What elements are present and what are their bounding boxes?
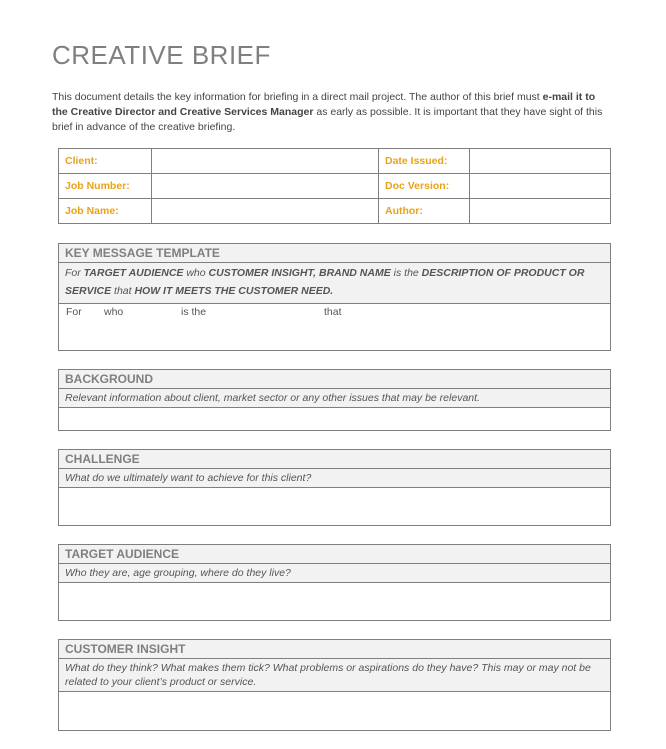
template-placeholder: CUSTOMER INSIGHT, BRAND NAME [208,267,391,279]
client-field[interactable] [152,149,379,174]
template-placeholder: HOW IT MEETS THE CUSTOMER NEED. [134,285,334,297]
background-heading: BACKGROUND [59,370,610,389]
key-word: For [66,306,82,318]
document-title: CREATIVE BRIEF [52,40,271,70]
key-word: who [104,306,124,318]
key-message-input[interactable] [59,304,610,346]
key-word: is the [181,306,207,318]
intro-text-2: as early as possible. It is important that they have sight of this brief in advance of the creative briefing. [52,106,603,133]
job-name-label: Job Name: [59,199,152,224]
intro-text-1: This document details the key information for briefing in a direct mail project. The author of this brief must [52,91,543,103]
template-placeholder: DESCRIPTION OF PRODUCT OR SERVICE [65,267,585,297]
doc-version-field[interactable] [470,174,611,199]
info-row [59,149,611,174]
target-audience-description: Who they are, age grouping, where do they live? [59,564,610,583]
job-number-field[interactable] [152,174,379,199]
info-row [59,199,611,224]
date-issued-field[interactable] [470,149,611,174]
customer-insight-heading: CUSTOMER INSIGHT [59,640,610,659]
key-message-section [58,243,611,351]
job-number-label: Job Number: [59,174,152,199]
template-text: who [183,267,209,279]
customer-insight-section [58,639,611,731]
project-info-table [58,148,611,224]
template-text: For [65,267,84,279]
background-input[interactable] [59,408,610,412]
target-audience-input[interactable] [59,583,610,587]
info-row [59,174,611,199]
background-section [58,369,611,431]
template-placeholder: TARGET AUDIENCE [83,267,184,279]
challenge-heading: CHALLENGE [59,450,610,469]
author-label: Author: [379,199,470,224]
client-label: Client: [59,149,152,174]
target-audience-section [58,544,611,621]
challenge-description: What do we ultimately want to achieve for this client? [59,469,610,488]
intro-paragraph [52,90,612,135]
customer-insight-input[interactable] [59,692,610,696]
date-issued-label: Date Issued: [379,149,470,174]
challenge-input[interactable] [59,488,610,492]
challenge-section [58,449,611,526]
key-message-heading: KEY MESSAGE TEMPLATE [59,244,610,263]
template-text: is the [390,267,422,279]
intro-text-bold: e-mail it to the Creative Director and Creative Services Manager [52,91,596,118]
key-word: that [324,306,342,318]
template-text: that [111,285,135,297]
background-description: Relevant information about client, market sector or any other issues that may be relevant. [59,389,610,408]
doc-version-label: Doc Version: [379,174,470,199]
key-message-template-text [59,263,610,304]
author-field[interactable] [470,199,611,224]
target-audience-heading: TARGET AUDIENCE [59,545,610,564]
customer-insight-description: What do they think? What makes them tick? What problems or aspirations do they have? This may or may not be related to your client’s product or service. [59,659,610,692]
job-name-field[interactable] [152,199,379,224]
